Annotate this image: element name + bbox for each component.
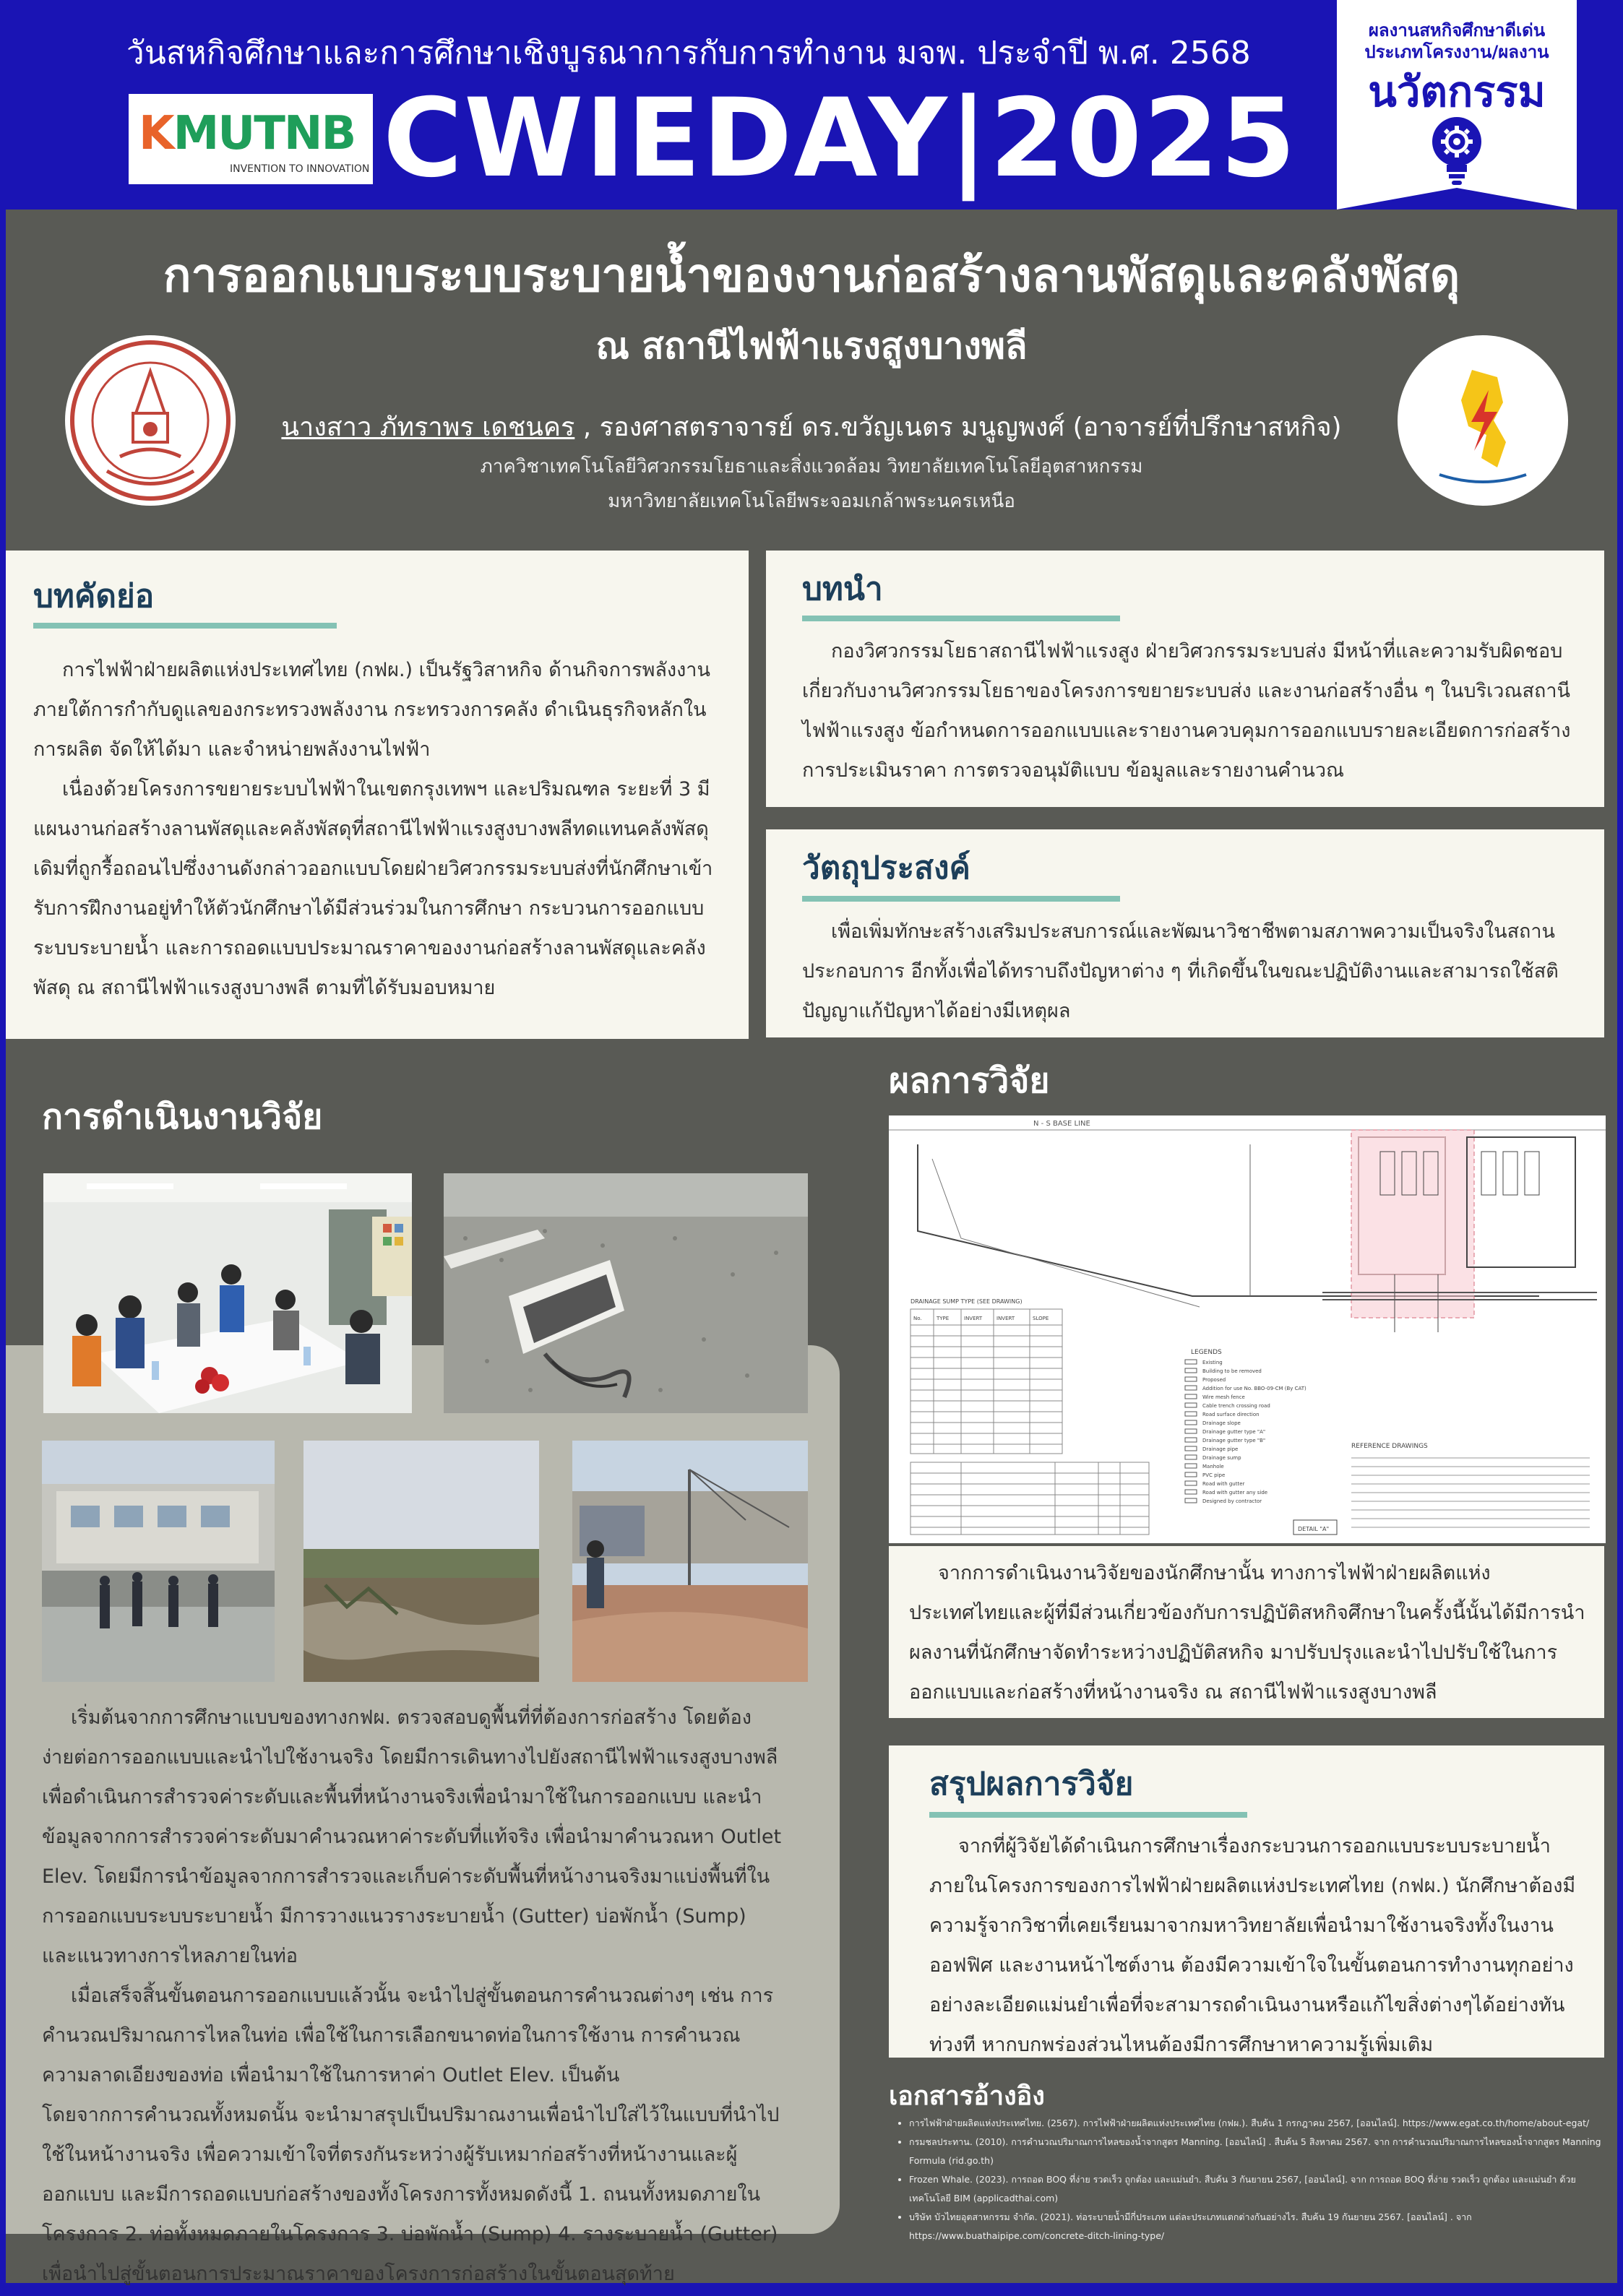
university: มหาวิทยาลัยเทคโนโลยีพระจอมเกล้าพระนครเหนือ <box>608 491 1015 512</box>
method-paragraph-3: โดยจากการคำนวณทั้งหมดนั้น จะนำมาสรุปเป็นปริมาณงานเพื่อนำไปใส่ไว้ในแบบที่นำไปใช้ในหน้างานจริง เพื่อความเข้าใจที่ตรงกันระหว่างผู้รับเหมาก่อสร้างที่หน้างานและผู้ออกแบบ และมีการถอดแบบก่อสร้างของทั้งโครงการทั้งหมดดังนี้ 1. ถนนทั้งหมดภายในโครงการ 2. ท่อทั้งหมดภายในโครงการ 3. บ่อพักน้ำ (Sump) 4. รางระบายน้ำ (Gutter) เพื่อนำไปสู่ขั้นตอนการประมาณราคาของโครงการก่อสร้างในขั้นตอนสุดท้าย <box>42 2104 780 2285</box>
introduction-underline <box>802 616 1120 621</box>
legend-item: PVC pipe <box>1202 1472 1226 1478</box>
conclusion-body <box>929 1826 1580 2065</box>
legend-item: Road with gutter <box>1202 1481 1245 1487</box>
lightbulb-gear-icon <box>1429 114 1484 186</box>
legend-item: Proposed <box>1202 1377 1226 1383</box>
award-line2: ประเภทโครงงาน/ผลงาน <box>1364 42 1549 62</box>
objective-underline <box>802 896 1120 902</box>
award-line1: ผลงานสหกิจศึกษาดีเด่น <box>1368 20 1546 40</box>
conclusion-underline <box>929 1812 1247 1818</box>
objective-paragraph: เพื่อเพิ่มทักษะสร้างเสริมประสบการณ์และพัฒนาวิชาชีพตามสภาพความเป็นจริงในสถานประกอบการ อีกทั้งเพื่อได้ทราบถึงปัญหาต่าง ๆ ที่เกิดขึ้นในขณะปฏิบัติงานและสามารถใช้สติปัญญาแก้ปัญหาได้อย่างมีเหตุผล <box>802 920 1559 1022</box>
reference-item: • กรมชลประทาน. (2010). การคำนวณปริมาณการไหลของน้ำจากสูตร Manning. [ออนไลน์] . สืบค้น 5 สิงหาคม 2567. จาก การคำนวณปริมาณการไหลของน้ำจากสูตร Manning Formula (rid.go.th) <box>909 2133 1606 2170</box>
objective-body <box>802 912 1574 1031</box>
objective-title: วัตถุประสงค์ <box>802 850 970 886</box>
conclusion-title: สรุปผลการวิจัย <box>929 1766 1134 1803</box>
reference-item: • บริษัท บัวไทยอุตสาหกรรม จำกัด. (2021). ท่อระบายน้ำมีกี่ประเภท แต่ละประเภทแตกต่างกันอย่างไร. สืบค้น 19 กันยายน 2567. [ออนไลน์] . จาก https://www.buathaipipe.com/concrete-ditch-lining-type/ <box>909 2208 1606 2245</box>
method-paragraph-2: เมื่อเสร็จสิ้นขั้นตอนการออกแบบแล้วนั้น จะนำไปสู่ขั้นตอนการคำนวณต่างๆ เช่น การคำนวณปริมาณการไหลในท่อ เพื่อใช้ในการเลือกขนาดท่อในการใช้งาน การคำนวณความลาดเอียงของท่อ เพื่อนำมาใช้ในการหาค่า Outlet Elev. เป็นต้น <box>42 1985 774 2086</box>
legend-item: Cable trench crossing road <box>1202 1403 1270 1409</box>
abstract-title: บทคัดย่อ <box>33 578 155 615</box>
event-subtitle: วันสหกิจศึกษาและการศึกษาเชิงบูรณาการกับการทำงาน มจพ. ประจำปี พ.ศ. 2568 <box>126 35 1251 72</box>
kmutnb-logo <box>129 94 373 184</box>
award-badge-arrow <box>1337 188 1577 210</box>
introduction-section <box>766 551 1604 807</box>
kmutnb-logo-k: K <box>139 107 173 160</box>
legend-item: Building to be removed <box>1202 1368 1262 1374</box>
meeting-photo <box>43 1173 412 1413</box>
site-worker-photo <box>572 1441 808 1682</box>
reference-drawings-title: REFERENCE DRAWINGS <box>1351 1443 1428 1450</box>
legend-item: Drainage gutter type "A" <box>1202 1429 1266 1435</box>
author-student: นางสาว ภัทราพร เดชนคร <box>281 413 575 442</box>
poster-right-border <box>1617 210 1623 2283</box>
poster-left-border <box>0 210 6 2283</box>
poster-subtitle: ณ สถานีไฟฟ้าแรงสูงบางพลี <box>595 325 1028 367</box>
schedule-title: DRAINAGE SUMP TYPE (SEE DRAWING) <box>910 1298 1023 1305</box>
objective-section <box>766 829 1604 1037</box>
legend-item: Designed by contractor <box>1202 1498 1262 1504</box>
drainage-plan-drawing <box>889 1115 1606 1543</box>
legend-item: Drainage pipe <box>1202 1446 1239 1452</box>
references-list <box>889 2114 1606 2245</box>
authors-line <box>0 406 1623 447</box>
egat-logo-icon <box>1396 334 1570 507</box>
legend-item: Drainage slope <box>1202 1420 1241 1426</box>
kmutnb-logo-tagline: INVENTION TO INNOVATION <box>230 163 370 175</box>
kmutnb-logo-text <box>139 107 355 160</box>
legend-title: LEGENDS <box>1191 1349 1222 1356</box>
kmutnb-logo-rest: MUTNB <box>173 107 356 160</box>
legend-item: Wire mesh fence <box>1202 1394 1245 1400</box>
schedule-col-4: INVERT <box>996 1316 1015 1321</box>
legend-item: Drainage sump <box>1202 1455 1241 1461</box>
reference-item: • Frozen Whale. (2023). การถอด BOQ ที่ง่าย รวดเร็ว ถูกต้อง และแม่นยำ. สืบค้น 3 กันยายน 2567, [ออนไลน์]. จาก การถอด BOQ ที่ง่าย รวดเร็ว ถูกต้อง และแม่นยำ ด้วยเทคโนโลยี BIM (applicadthai.com) <box>909 2170 1606 2208</box>
conclusion-section <box>889 1745 1604 2058</box>
introduction-body <box>802 631 1574 790</box>
legend-item: Drainage gutter type "B" <box>1202 1438 1266 1443</box>
references-title: เอกสารอ้างอิง <box>889 2081 1045 2111</box>
schedule-col-3: INVERT <box>964 1316 983 1321</box>
abstract-section <box>6 551 749 1039</box>
legend-item: Manhole <box>1202 1464 1224 1469</box>
drawing-header-label: N - S BASE LINE <box>1033 1120 1090 1128</box>
poster-header <box>0 0 1623 210</box>
poster-title: การออกแบบระบบระบายน้ำของงานก่อสร้างลานพัสดุและคลังพัสดุ <box>163 249 1460 303</box>
event-title: CWIEDAY|2025 <box>383 76 1297 202</box>
abstract-underline <box>33 623 337 629</box>
schedule-col-1: No. <box>913 1316 922 1321</box>
legend-item: Addition for use No. BBO-09-CM (By CAT) <box>1202 1386 1306 1391</box>
drainage-plan-graphic <box>889 1115 1606 1543</box>
award-title: นวัตกรรม <box>1368 67 1546 116</box>
abstract-body <box>33 650 723 1008</box>
results-body <box>909 1553 1588 1712</box>
method-paragraph-1: เริ่มต้นจากการศึกษาแบบของทางกฟผ. ตรวจสอบดูพื้นที่ที่ต้องการก่อสร้าง โดยต้องง่ายต่อการออกแบบและนำไปใช้งานจริง โดยมีการเดินทางไปยังสถานีไฟฟ้าแรงสูงบางพลี เพื่อดำเนินการสำรวจค่าระดับและพื้นที่หน้างานจริงเพื่อนำมาใช้ในการออกแบบ และนำข้อมูลจากการสำรวจค่าระดับมาคำนวณหาค่าระดับที่แท้จริง เพื่อนำมาคำนวณหา Outlet Elev. โดยมีการนำข้อมูลจากการสำรวจและเก็บค่าระดับพื้นที่หน้างานจริงมาแบ่งพื้นที่ในการออกแบบระบบระบายน้ำ มีการวางแนวรางระบายน้ำ (Gutter) บ่อพักน้ำ (Sump) และแนวทางการไหลภายในท่อ <box>42 1706 782 1967</box>
introduction-title: บทนำ <box>802 571 883 608</box>
legend-item: Road surface direction <box>1202 1412 1260 1417</box>
kmutnb-seal-icon <box>64 334 237 507</box>
results-text-section <box>889 1546 1604 1718</box>
legend-item: Road with gutter any side <box>1202 1490 1268 1496</box>
abstract-paragraph-1: การไฟฟ้าฝ่ายผลิตแห่งประเทศไทย (กฟผ.) เป็นรัฐวิสาหกิจ ด้านกิจการพลังงาน ภายใต้การกำกับดูแลของกระทรวงพลังงาน กระทรวงการคลัง ดำเนินธุรกิจหลักในการผลิต จัดให้ได้มา และจำหน่ายพลังงานไฟฟ้า <box>33 659 710 761</box>
conclusion-paragraph: จากที่ผู้วิจัยได้ดำเนินการศึกษาเรื่องกระบวนการออกแบบระบบระบายน้ำ ภายในโครงการของการไฟฟ้าฝ่ายผลิตแห่งประเทศไทย (กฟผ.) นักศึกษาต้องมีความรู้จากวิชาที่เคยเรียนมาจากมหาวิทยาลัยเพื่อนำมาใช้งานจริงทั้งในงานออฟฟิศ และงานหน้าไซต์งาน ต้องมีความเข้าใจในขั้นตอนการทำงานทุกอย่าง อย่างละเอียดแม่นยำเพื่อที่จะสามารถดำเนินงานหรือแก้ไขสิ่งต่างๆได้อย่างทันท่วงที หากบกพร่องส่วนไหนต้องมีการศึกษาหาความรู้เพิ่มเติม <box>929 1835 1576 2056</box>
results-paragraph: จากการดำเนินงานวิจัยของนักศึกษานั้น ทางการไฟฟ้าฝ่ายผลิตแห่งประเทศไทยและผู้ที่มีส่วนเกี่ยวข้องกับการปฏิบัติสหกิจศึกษาในครั้งนี้นั้นได้มีการนำผลงานที่นักศึกษาจัดทำระหว่างปฏิบัติสหกิจ มาปรับปรุงและนำไปปรับใช้ในการออกแบบและก่อสร้างที่หน้างานจริง ณ สถานีไฟฟ้าแรงสูงบางพลี <box>909 1562 1585 1704</box>
method-body <box>42 1698 782 2294</box>
schedule-col-5: SLOPE <box>1033 1316 1049 1321</box>
results-title: ผลการวิจัย <box>889 1061 1050 1101</box>
introduction-paragraph: กองวิศวกรรมโยธาสถานีไฟฟ้าแรงสูง ฝ่ายวิศวกรรมระบบส่ง มีหน้าที่และความรับผิดชอบเกี่ยวกับงานวิศวกรรมโยธาของโครงการขยายระบบส่ง และงานก่อสร้างอื่น ๆ ในบริเวณสถานีไฟฟ้าแรงสูง ข้อกำหนดการออกแบบและรายงานควบคุมการออกแบบรายละเอียดการก่อสร้างการประเมินราคา การตรวจอนุมัติแบบ ข้อมูลและรายงานคำนวณ <box>802 640 1571 782</box>
site-landscape-photo <box>303 1441 539 1682</box>
award-badge <box>1337 0 1577 210</box>
drainage-gutter-photo <box>444 1173 808 1413</box>
author-advisor: , รองศาสตราจารย์ ดร.ขวัญเนตร มนูญพงศ์ (อาจารย์ที่ปรึกษาสหกิจ) <box>574 413 1342 442</box>
schedule-col-2: TYPE <box>937 1316 950 1321</box>
reference-item: • การไฟฟ้าฝ่ายผลิตแห่งประเทศไทย. (2567). การไฟฟ้าฝ่ายผลิตแห่งประเทศไทย (กฟผ.). สืบค้น 1 กรกฎาคม 2567, [ออนไลน์]. https://www.egat.co.th/home/about-egat/ <box>909 2114 1606 2133</box>
abstract-paragraph-2: เนื่องด้วยโครงการขยายระบบไฟฟ้าในเขตกรุงเทพฯ และปริมณฑล ระยะที่ 3 มีแผนงานก่อสร้างลานพัสดุและคลังพัสดุที่สถานีไฟฟ้าแรงสูงบางพลีทดแทนคลังพัสดุเดิมที่ถูกรื้อถอนไปซึ่งงานดังกล่าวออกแบบโดยฝ่ายวิศวกรรมระบบส่งที่นักศึกษาเข้ารับการฝึกงานอยู่ทำให้ตัวนักศึกษาได้มีส่วนร่วมในการศึกษา กระบวนการออกแบบระบบระบายน้ำ และการถอดแบบประมาณราคาของงานก่อสร้างลานพัสดุและคลังพัสดุ ณ สถานีไฟฟ้าแรงสูงบางพลี ตามที่ได้รับมอบหมาย <box>33 778 713 999</box>
method-title: การดำเนินงานวิจัย <box>42 1097 323 1137</box>
detail-a-label: DETAIL "A" <box>1298 1526 1330 1532</box>
department: ภาควิชาเทคโนโลยีวิศวกรรมโยธาและสิ่งแวดล้อม วิทยาลัยเทคโนโลยีอุตสาหกรรม <box>480 456 1143 478</box>
site-building-photo <box>42 1441 275 1682</box>
legend-item: Existing <box>1202 1360 1223 1365</box>
